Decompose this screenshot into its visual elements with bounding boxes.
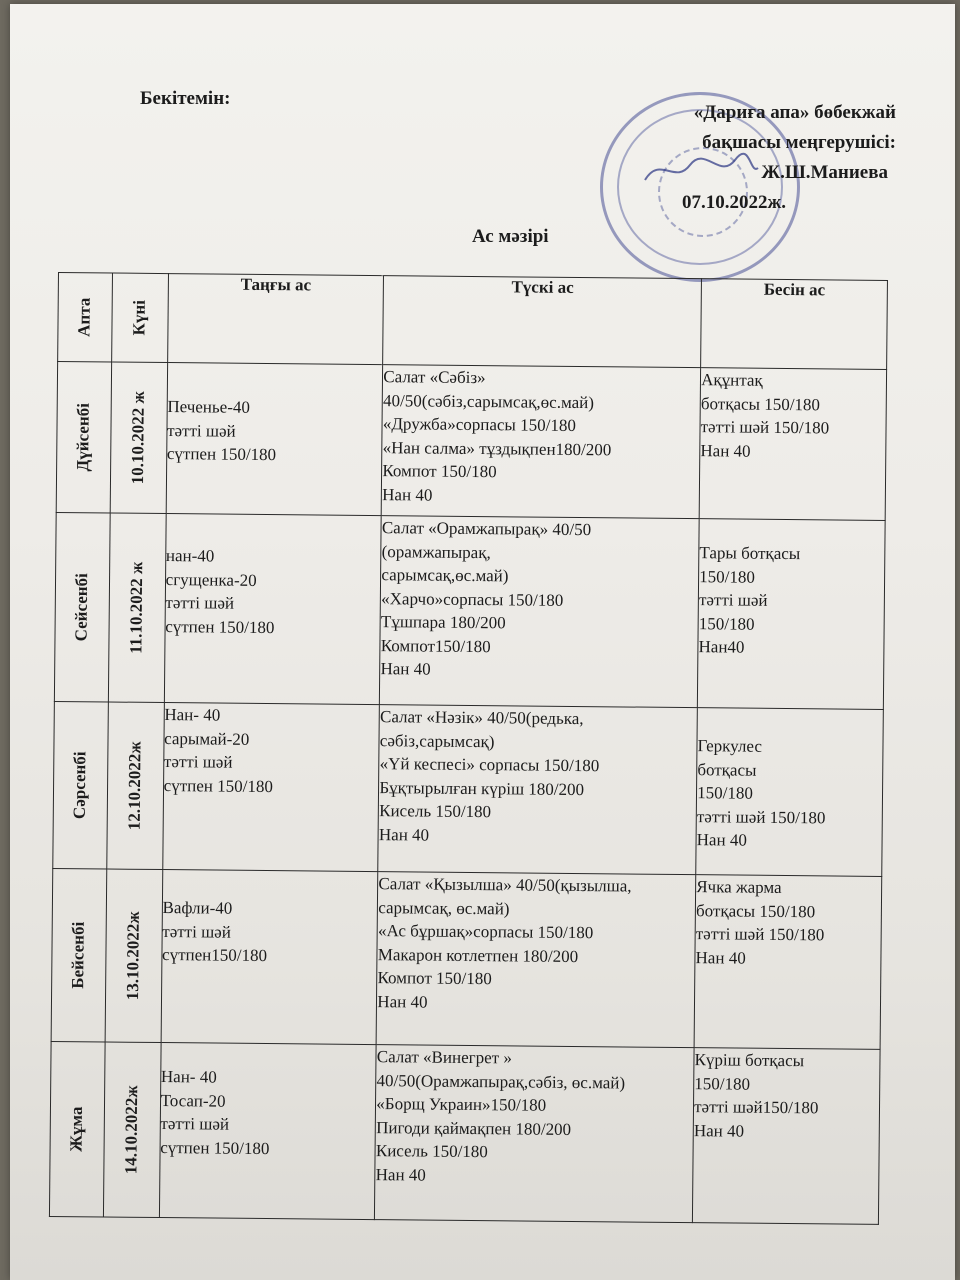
date-cell: 10.10.2022 ж bbox=[110, 362, 167, 514]
menu-title: Ас мәзірі bbox=[472, 226, 549, 247]
approver-line-1: «Дариға апа» бөбекжай bbox=[693, 102, 896, 123]
breakfast-cell: Нан- 40 Тосап-20 тәтті шәй сүтпен 150/180 bbox=[159, 1043, 376, 1220]
date-cell: 14.10.2022ж bbox=[103, 1042, 161, 1218]
breakfast-cell: Печенье-40 тәтті шәй сүтпен 150/180 bbox=[166, 363, 383, 516]
weekday-cell: Бейсенбі bbox=[51, 868, 106, 1042]
date-cell: 11.10.2022 ж bbox=[108, 513, 166, 703]
date-cell: 12.10.2022ж bbox=[107, 702, 164, 870]
header-breakfast: Таңғы ас bbox=[167, 274, 384, 365]
table-header-row bbox=[58, 273, 888, 370]
table-row bbox=[56, 362, 886, 521]
weekday-cell: Сейсенбі bbox=[54, 512, 110, 702]
breakfast-cell: Нан- 40 сарымай-20 тәтті шәй сүтпен 150/180 bbox=[162, 703, 379, 872]
header-lunch: Түскі ас bbox=[383, 276, 702, 368]
snack-cell: Ячка жарма ботқасы 150/180 тәтті шәй 150/180 Нан 40 bbox=[694, 875, 882, 1050]
lunch-cell: Салат «Қызылша» 40/50(қызылша, сарымсақ, өс.май) «Ас бұршақ»сорпасы 150/180 Макарон котлетпен 180/200 Компот 150/180 Нан 40 bbox=[376, 872, 695, 1048]
approval-date: 07.10.2022ж. bbox=[681, 192, 786, 213]
breakfast-cell: Вафли-40 тәтті шәй сүтпен150/180 bbox=[161, 870, 378, 1045]
lunch-cell: Салат «Орамжапырақ» 40/50 (орамжапырақ, сарымсақ,өс.май) «Харчо»сорпасы 150/180 Тұшпара 180/200 Компот150/180 Нан 40 bbox=[380, 516, 700, 708]
breakfast-cell: нан-40 сгущенка-20 тәтті шәй сүтпен 150/180 bbox=[164, 514, 381, 705]
snack-cell: Геркулес ботқасы 150/180 тәтті шәй 150/180 Нан 40 bbox=[696, 708, 883, 877]
table-row bbox=[53, 701, 884, 876]
snack-cell: Күріш ботқасы 150/180 тәтті шәй150/180 Нан 40 bbox=[693, 1048, 881, 1225]
approver-name: Ж.Ш.Маниева bbox=[761, 162, 888, 183]
header-snack: Бесін ас bbox=[701, 279, 888, 370]
table-row bbox=[49, 1041, 880, 1224]
header-week: Апта bbox=[58, 273, 113, 363]
approval-label: Бекітемін: bbox=[140, 88, 231, 109]
date-cell: 13.10.2022ж bbox=[105, 869, 162, 1043]
lunch-cell: Салат «Сәбіз» 40/50(сәбіз,сарымсақ,өс.май) «Дружба»сорпасы 150/180 «Нан салма» тұздықпен180/200 Компот 150/180 Нан 40 bbox=[382, 365, 701, 519]
snack-cell: Ақұнтақ ботқасы 150/180 тәтті шәй 150/180 Нан 40 bbox=[699, 368, 886, 521]
table-row bbox=[51, 868, 882, 1049]
weekday-cell: Сәрсенбі bbox=[53, 701, 108, 869]
lunch-cell: Салат «Винегрет » 40/50(Орамжапырақ,сәбіз, өс.май) «Борщ Украин»150/180 Пигоди қаймақпен 180/200 Кисель 150/180 Нан 40 bbox=[375, 1045, 694, 1223]
approver-line-2: бақшасы меңгерушісі: bbox=[702, 132, 896, 153]
weekday-cell: Дүйсенбі bbox=[56, 362, 111, 514]
table-row bbox=[54, 512, 885, 709]
weekday-cell: Жұма bbox=[49, 1041, 105, 1217]
approver-block bbox=[682, 98, 896, 218]
header-day: Күні bbox=[111, 273, 168, 363]
lunch-cell: Салат «Нәзік» 40/50(редька, сәбіз,сарымсақ) «Үй кеспесі» сорпасы 150/180 Бұқтырылған күріш 180/200 Кисель 150/180 Нан 40 bbox=[378, 705, 697, 875]
snack-cell: Тары ботқасы 150/180 тәтті шәй 150/180 Нан40 bbox=[697, 519, 885, 710]
menu-table bbox=[49, 272, 888, 1225]
